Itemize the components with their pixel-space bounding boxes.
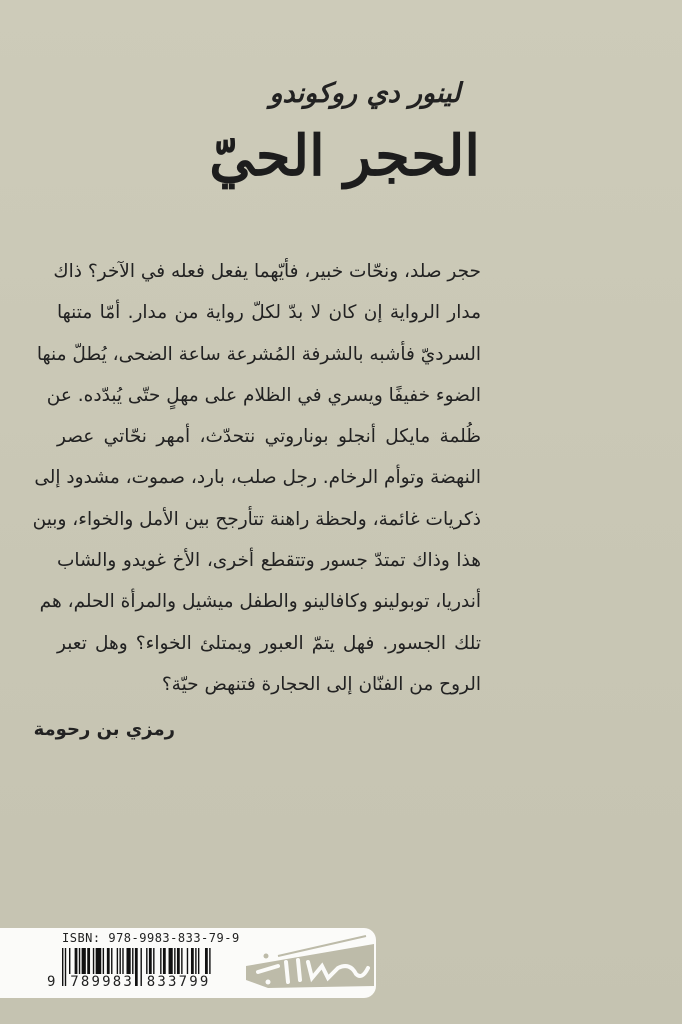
blurb-signature: رمزي بن رحومة <box>33 719 175 740</box>
blurb-line: النهضة وتوأم الرخام. رجل صلب، بارد، صموت، مشدود إلى <box>34 467 481 489</box>
publisher-logo <box>238 932 376 996</box>
blurb-line: ظُلمة مايكل أنجلو بوناروتي نتحدّث، أمهر نحّاتي عصر <box>57 426 481 448</box>
blurb-line: ذكريات غائمة، ولحظة راهنة تتأرجح بين الأمل والخواء، وبين <box>32 508 481 530</box>
blurb-line: حجر صلد، ونحّات خبير، فأيّهما يفعل فعله في الآخر؟ ذاك <box>53 261 481 282</box>
blurb-line: السرديّ فأشبه بالشرفة المُشرعة ساعة الضحى، يُطلّ منها <box>36 343 481 365</box>
blurb-line: الضوء خفيفًا ويسري في الظلام على مهلٍ حتّى يُبدّده. عن <box>46 384 481 406</box>
barcode-digit-first: 9 <box>47 974 58 990</box>
blurb-line: الروح من الفنّان إلى الحجارة فتنهض حيّة؟ <box>161 673 481 695</box>
blurb-line: أندريا، توبولينو وكافالينو والطفل ميشيل والمرأة الحلم، هم <box>39 591 481 613</box>
isbn-label: ISBN: 978-9983-833-79-9 <box>62 931 240 945</box>
barcode-digits <box>46 974 211 991</box>
barcode-digits-group2: 833799 <box>146 974 211 990</box>
book-title: الحجر الحيّ <box>209 123 480 189</box>
blurb-line: هذا وذاك تمتدّ جسور وتتقطع أخرى، الأخ غويدو والشاب <box>57 550 481 572</box>
blurb <box>32 255 481 709</box>
blurb-line: مدار الرواية إن كان لا بدّ لكلّ رواية من مدار. أمّا متنها <box>57 302 481 324</box>
author-name: لينور دي روكوندو <box>269 78 461 109</box>
blurb-line: تلك الجسور. فهل يتمّ العبور ويمتلئ الخواء؟ وهل تعبر <box>57 632 481 654</box>
barcode-digits-group1: 789983 <box>70 974 135 990</box>
